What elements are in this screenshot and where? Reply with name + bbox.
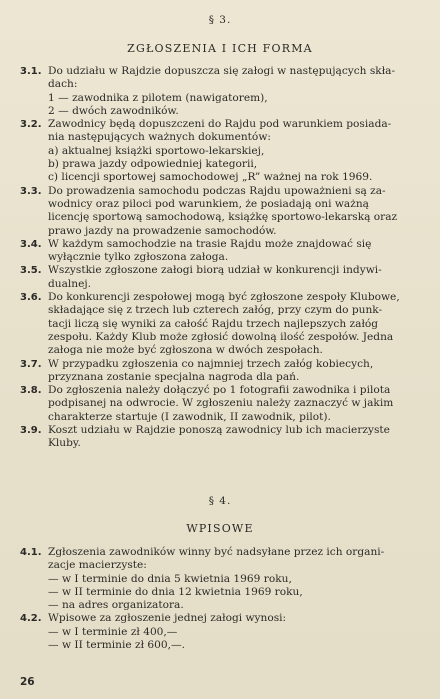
text-line: Do udziału w Rajdzie dopuszcza się załogi w następujących skła- [48,65,396,77]
paragraph-number: 4.2. [20,613,42,625]
text-line: wodnicy oraz piloci pod warunkiem, że posiadają oni ważną [48,197,369,210]
text-line: prawo jazdy na prowadzenie samochodów. [48,224,277,237]
paragraph-text [48,424,432,451]
paragraph-item [20,384,432,424]
text-line: Zgłoszenia zawodników winny być nadsyłane przez ich organi- [48,546,385,558]
paragraph-text [48,238,432,265]
section-3-title: ZGŁOSZENIA I ICH FORMA [127,42,313,55]
text-line: — w I terminie zł 400,— [48,625,178,638]
text-line: c) licencji sportowej samochodowej „R” ważnej na rok 1969. [48,171,373,184]
text-line: załoga nie może być zgłoszona w dwóch zespołach. [48,344,323,357]
paragraph-text [48,65,432,118]
paragraph-item [20,185,432,238]
paragraph-number: 3.1. [20,66,42,77]
section-4-number: § 4. [208,495,232,507]
text-line: przyznana zostanie specjalna nagroda dla pań. [48,370,300,383]
section-3-number: § 3. [208,14,232,26]
paragraph-text [48,384,432,424]
text-line: dualnej. [48,277,92,290]
paragraph-text [48,118,432,184]
page-number: 26 [20,676,35,688]
text-line: — w II terminie do dnia 12 kwietnia 1969 roku, [48,585,303,598]
text-line: licencję sportową samochodową, książkę sportowo-lekarską oraz [48,211,398,224]
text-line: — na adres organizatora. [48,599,184,612]
text-line: charakterze startuje (I zawodnik, II zawodnik, pilot). [48,410,331,423]
paragraph-number: 4.1. [20,547,42,558]
section-3-items [20,65,432,451]
text-line: Wszystkie zgłoszone załogi biorą udział w konkurencji indywi- [48,264,382,277]
paragraph-number: 3.9. [20,425,42,437]
paragraph-item [20,358,432,385]
text-line: — w I terminie do dnia 5 kwietnia 1969 roku, [48,572,292,585]
text-line: dach: [48,78,78,91]
text-line: W każdym samochodzie na trasie Rajdu może znajdować się [48,237,372,250]
section-4-items [20,546,432,652]
text-line: 1 — zawodnika z pilotem (nawigatorem), [48,91,268,104]
paragraph-number: 3.3. [20,185,42,197]
paragraph-text [48,612,432,652]
paragraph-item [20,546,432,612]
paragraph-number: 3.5. [20,265,42,277]
text-line: Wpisowe za zgłoszenie jednej załogi wynosi: [48,612,287,625]
text-line: zacje macierzyste: [48,559,147,572]
paragraph-text [48,358,432,385]
text-line: podpisanej na odwrocie. W zgłoszeniu należy zaznaczyć w jakim [48,397,394,410]
text-line: 2 — dwóch zawodników. [48,104,179,117]
text-line: b) prawa jazdy odpowiedniej kategorii, [48,158,258,171]
paragraph-item [20,612,432,652]
text-line: wyłącznie tylko zgłoszona załoga. [48,251,229,264]
paragraph-number: 3.8. [20,385,42,397]
paragraph-number: 3.4. [20,238,42,250]
paragraph-item [20,65,432,118]
text-line: zespołu. Każdy Klub może zgłosić dowolną ilość zespołów. Jedna [48,330,394,343]
text-line: Do prowadzenia samochodu podczas Rajdu upoważnieni są za- [48,184,386,197]
text-line: składające się z trzech lub czterech załóg, przy czym do punk- [48,304,383,317]
paragraph-number: 3.6. [20,292,42,304]
text-line: Zawodnicy będą dopuszczeni do Rajdu pod warunkiem posiada- [48,118,392,131]
paragraph-text [48,185,432,238]
text-line: Kluby. [48,437,81,450]
text-line: W przypadku zgłoszenia co najmniej trzech załóg kobiecych, [48,357,374,370]
paragraph-item [20,424,432,451]
paragraph-text [48,264,432,291]
text-line: — w II terminie zł 600,—. [48,639,185,652]
text-line: nia następujących ważnych dokumentów: [48,131,271,144]
paragraph-number: 3.7. [20,358,42,370]
text-line: Do konkurencji zespołowej mogą być zgłoszone zespoły Klubowe, [48,291,400,304]
paragraph-item [20,264,432,291]
text-line: Koszt udziału w Rajdzie ponoszą zawodnicy lub ich macierzyste [48,424,390,437]
section-4-title: WPISOWE [186,522,254,535]
paragraph-item [20,118,432,184]
paragraph-text [48,546,432,612]
text-line: tacji liczą się wyniki za całość Rajdu trzech najlepszych załóg [48,317,379,330]
paragraph-number: 3.2. [20,119,42,131]
text-line: a) aktualnej książki sportowo-lekarskiej, [48,144,265,157]
paragraph-item [20,238,432,265]
paragraph-text [48,291,432,357]
paragraph-item [20,291,432,357]
text-line: Do zgłoszenia należy dołączyć po 1 fotografii zawodnika i pilota [48,384,391,397]
